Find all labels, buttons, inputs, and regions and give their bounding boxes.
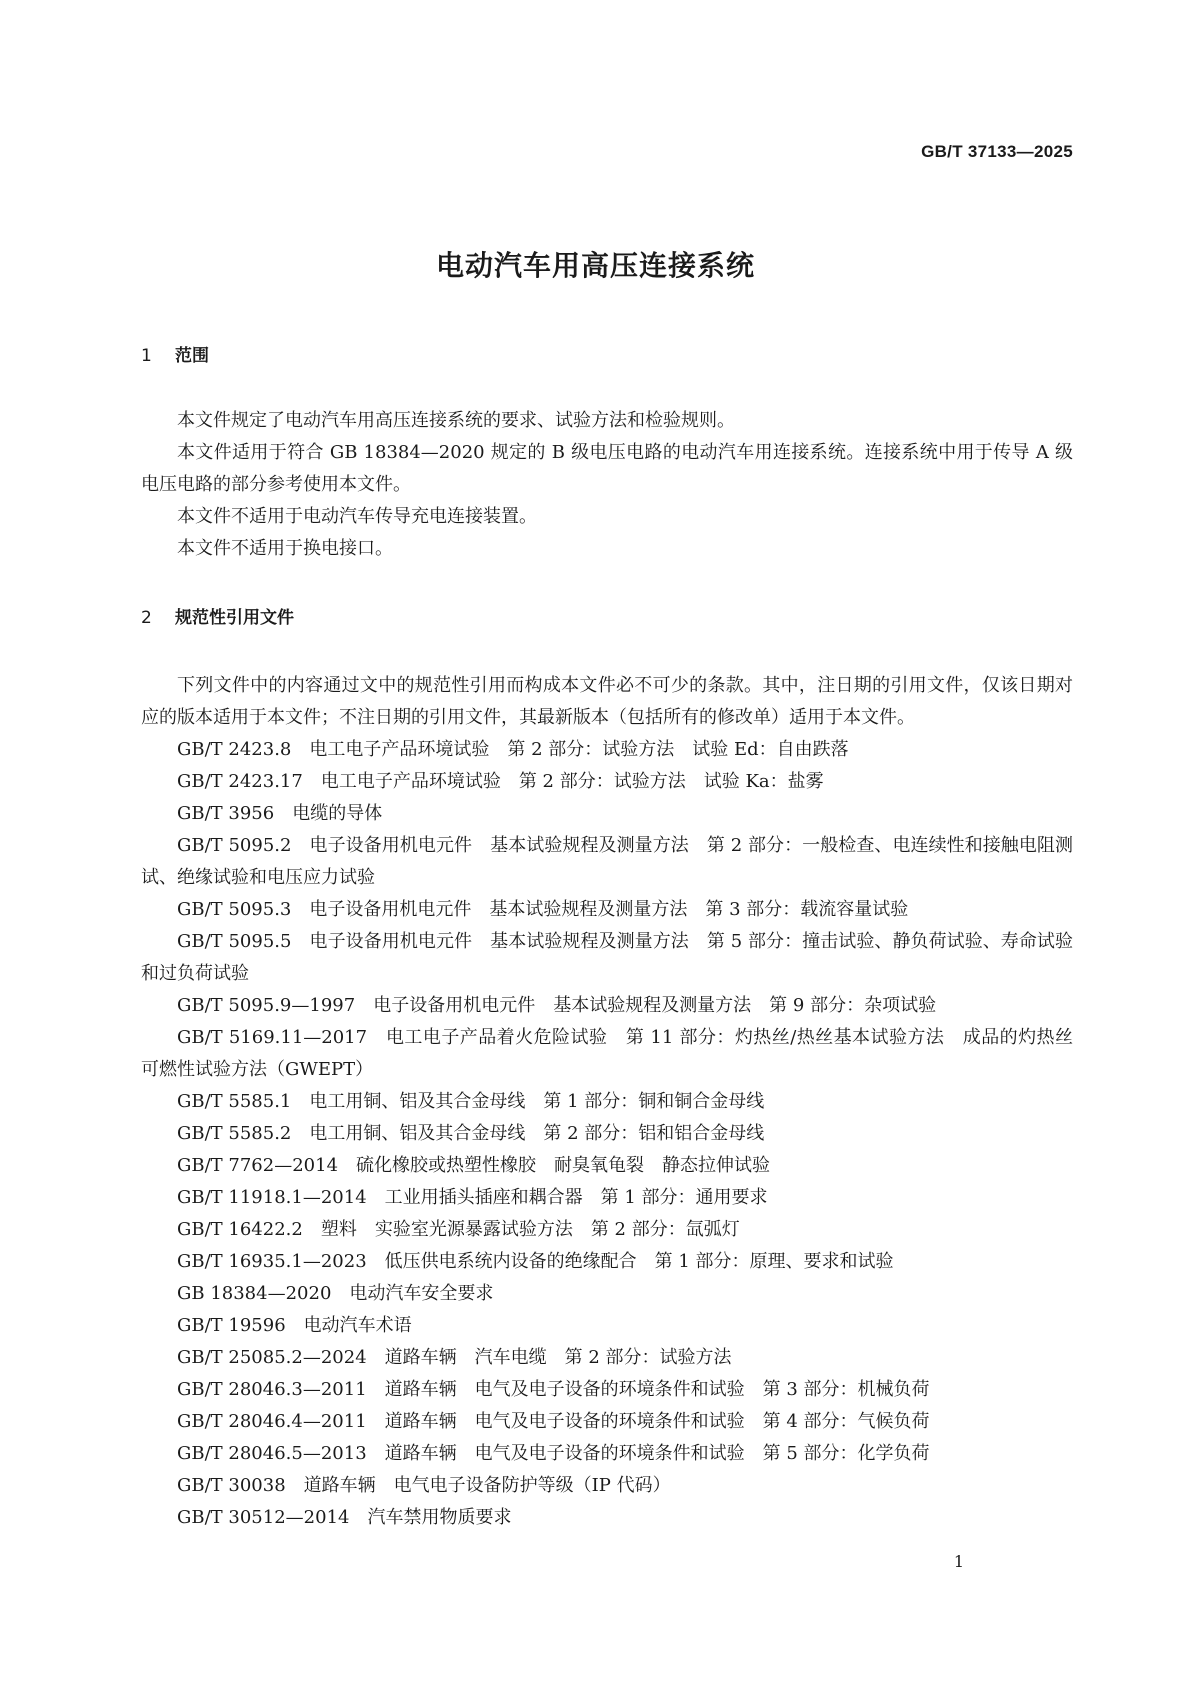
reference-item: GB/T 7762—2014 硫化橡胶或热塑性橡胶 耐臭氧龟裂 静态拉伸试验 [177, 1155, 771, 1176]
reference-item: GB 18384—2020 电动汽车安全要求 [177, 1283, 494, 1304]
paragraph: 本文件规定了电动汽车用高压连接系统的要求、试验方法和检验规则。 [177, 410, 735, 431]
reference-item: GB/T 16422.2 塑料 实验室光源暴露试验方法 第 2 部分：氙弧灯 [177, 1219, 740, 1240]
reference-item: GB/T 5095.2 电子设备用机电元件 基本试验规程及测量方法 第 2 部分：一般检查、电连续性和接触电阻测试、绝缘试验和电压应力试验 [141, 835, 1073, 888]
reference-item: GB/T 16935.1—2023 低压供电系统内设备的绝缘配合 第 1 部分：原理、要求和试验 [177, 1251, 894, 1272]
paragraph: 下列文件中的内容通过文中的规范性引用而构成本文件必不可少的条款。其中，注日期的引用文件，仅该日期对应的版本适用于本文件；不注日期的引用文件，其最新版本（包括所有的修改单）适用于本文件。 [141, 675, 1073, 728]
standard-code: GB/T 37133—2025 [921, 142, 1073, 161]
page-number: 1 [953, 1552, 964, 1571]
reference-item: GB/T 30512—2014 汽车禁用物质要求 [177, 1507, 512, 1528]
section-title: 规范性引用文件 [175, 608, 294, 628]
reference-item: GB/T 5585.1 电工用铜、铝及其合金母线 第 1 部分：铜和铜合金母线 [177, 1091, 765, 1112]
reference-item: GB/T 2423.17 电工电子产品环境试验 第 2 部分：试验方法 试验 Ka：盐雾 [177, 771, 824, 792]
reference-item: GB/T 5095.5 电子设备用机电元件 基本试验规程及测量方法 第 5 部分：撞击试验、静负荷试验、寿命试验和过负荷试验 [141, 931, 1073, 984]
section-heading-normative-references [141, 602, 1073, 634]
section-title: 范围 [175, 346, 209, 366]
reference-item: GB/T 11918.1—2014 工业用插头插座和耦合器 第 1 部分：通用要求 [177, 1187, 768, 1208]
reference-item: GB/T 5169.11—2017 电工电子产品着火危险试验 第 11 部分：灼热丝/热丝基本试验方法 成品的灼热丝可燃性试验方法（GWEPT） [141, 1027, 1073, 1080]
section-heading-scope [141, 340, 1073, 372]
reference-item: GB/T 28046.3—2011 道路车辆 电气及电子设备的环境条件和试验 第 3 部分：机械负荷 [177, 1379, 930, 1400]
reference-item: GB/T 3956 电缆的导体 [177, 803, 383, 824]
reference-item: GB/T 5095.9—1997 电子设备用机电元件 基本试验规程及测量方法 第 9 部分：杂项试验 [177, 995, 937, 1016]
reference-item: GB/T 5585.2 电工用铜、铝及其合金母线 第 2 部分：铝和铝合金母线 [177, 1123, 765, 1144]
reference-item: GB/T 19596 电动汽车术语 [177, 1315, 412, 1336]
paragraph: 本文件不适用于换电接口。 [177, 538, 393, 559]
document-title: 电动汽车用高压连接系统 [435, 249, 755, 282]
paragraph: 本文件不适用于电动汽车传导充电连接装置。 [177, 506, 537, 527]
document-body [141, 340, 1073, 1534]
reference-item: GB/T 30038 道路车辆 电气电子设备防护等级（IP 代码） [177, 1475, 671, 1496]
reference-item: GB/T 5095.3 电子设备用机电元件 基本试验规程及测量方法 第 3 部分：载流容量试验 [177, 899, 909, 920]
section-number: 1 [141, 346, 152, 366]
section-number: 2 [141, 608, 152, 628]
reference-item: GB/T 28046.4—2011 道路车辆 电气及电子设备的环境条件和试验 第 4 部分：气候负荷 [177, 1411, 930, 1432]
reference-item: GB/T 28046.5—2013 道路车辆 电气及电子设备的环境条件和试验 第 5 部分：化学负荷 [177, 1443, 930, 1464]
paragraph: 本文件适用于符合 GB 18384—2020 规定的 B 级电压电路的电动汽车用连接系统。连接系统中用于传导 A 级电压电路的部分参考使用本文件。 [141, 442, 1073, 495]
reference-item: GB/T 2423.8 电工电子产品环境试验 第 2 部分：试验方法 试验 Ed：自由跌落 [177, 739, 849, 760]
reference-list [141, 734, 1073, 1534]
reference-item: GB/T 25085.2—2024 道路车辆 汽车电缆 第 2 部分：试验方法 [177, 1347, 732, 1368]
